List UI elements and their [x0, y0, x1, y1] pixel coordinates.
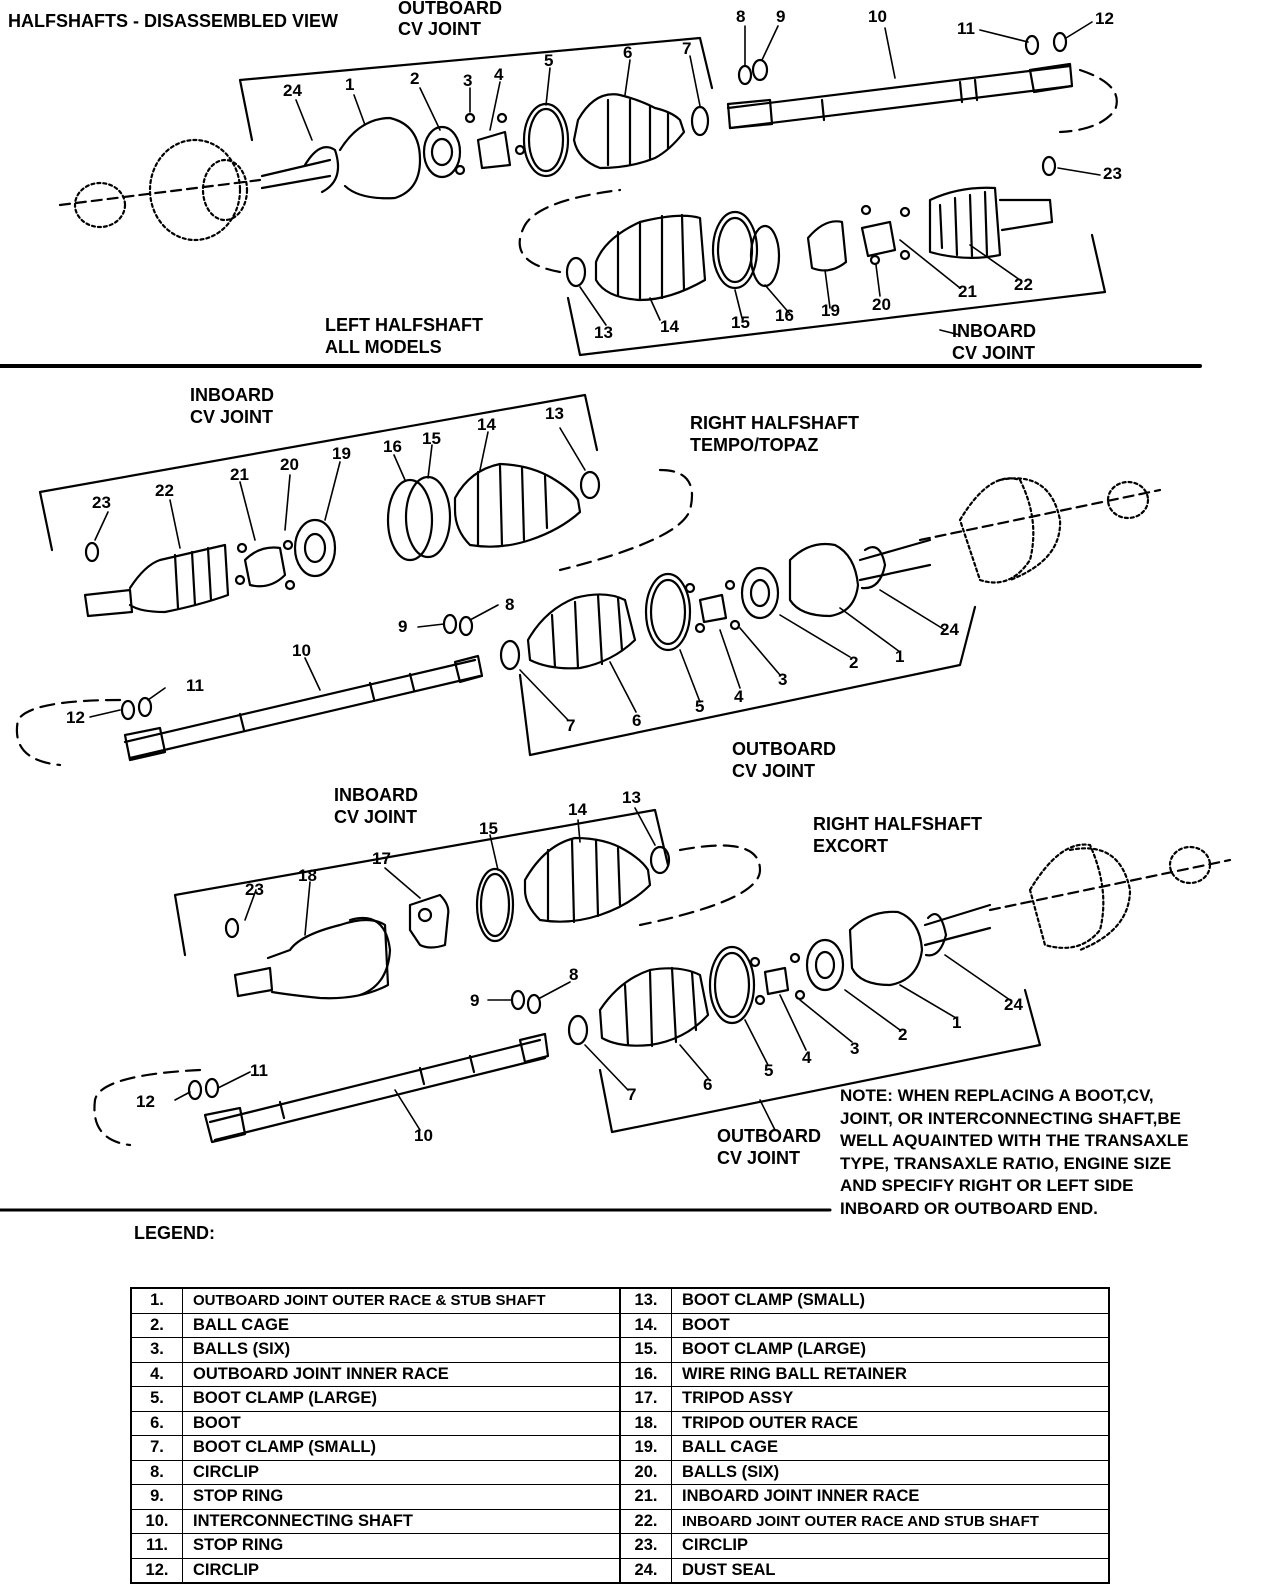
tempo-halfshaft-drawing — [17, 395, 1160, 765]
callout: 6 — [703, 1075, 713, 1094]
callout: 11 — [957, 19, 975, 38]
callout: 8 — [505, 595, 515, 614]
diagram-title: HALFSHAFTS - DISASSEMBLED VIEW — [8, 11, 339, 31]
legend-row — [132, 1436, 619, 1461]
legend-row — [621, 1485, 1108, 1510]
callout: 8 — [736, 7, 746, 26]
legend-text: CIRCLIP — [193, 1560, 259, 1579]
callout: 5 — [544, 51, 554, 70]
legend-text: BALLS (SIX) — [193, 1340, 291, 1359]
legend-row — [132, 1363, 619, 1388]
legend-text: STOP RING — [193, 1487, 284, 1506]
note-line: WELL AQUAINTED WITH THE TRANSAXLE — [840, 1131, 1189, 1150]
callout: 1 — [345, 75, 355, 94]
legend-row — [132, 1461, 619, 1486]
legend-number: 3. — [132, 1338, 183, 1362]
legend-text: WIRE RING BALL RETAINER — [682, 1364, 907, 1383]
callout: 11 — [186, 676, 204, 695]
callout: 12 — [136, 1092, 155, 1111]
legend-text: OUTBOARD JOINT OUTER RACE & STUB SHAFT — [193, 1292, 546, 1310]
escort-outboard-label-1: OUTBOARD — [717, 1126, 821, 1146]
callout: 5 — [764, 1061, 774, 1080]
legend-text: OUTBOARD JOINT INNER RACE — [193, 1364, 449, 1383]
callout: 16 — [775, 306, 794, 325]
callout: 15 — [422, 429, 441, 448]
callout: 14 — [477, 415, 496, 434]
callout: 14 — [568, 800, 587, 819]
legend-row — [621, 1461, 1108, 1486]
callout: 13 — [594, 323, 613, 342]
callout: 9 — [398, 617, 408, 636]
legend-number: 21. — [621, 1485, 672, 1509]
callout: 24 — [283, 81, 302, 100]
legend-row — [621, 1534, 1108, 1559]
legend-number: 11. — [132, 1534, 183, 1558]
legend-row — [621, 1412, 1108, 1437]
callout: 5 — [695, 697, 705, 716]
callout: 12 — [66, 708, 85, 727]
callout: 6 — [632, 711, 642, 730]
note-line: INBOARD OR OUTBOARD END. — [840, 1198, 1098, 1218]
escort-outboard-label-2: CV JOINT — [717, 1148, 801, 1168]
legend-number: 1. — [132, 1289, 183, 1313]
note-line: TYPE, TRANSAXLE RATIO, ENGINE SIZE — [840, 1153, 1172, 1173]
legend-number: 6. — [132, 1412, 183, 1436]
callout: 2 — [898, 1025, 908, 1044]
legend-text: CIRCLIP — [193, 1462, 259, 1481]
callout: 19 — [332, 444, 351, 463]
callout: 4 — [802, 1048, 812, 1067]
callout: 13 — [545, 404, 564, 423]
left-name-label-1: LEFT HALFSHAFT — [325, 315, 483, 335]
left-name-label-2: ALL MODELS — [325, 337, 442, 357]
legend-row — [621, 1314, 1108, 1339]
legend-row — [621, 1510, 1108, 1535]
callout: 15 — [731, 313, 750, 332]
legend-text: BOOT CLAMP (SMALL) — [682, 1291, 866, 1310]
callout: 8 — [569, 965, 579, 984]
legend-number: 17. — [621, 1387, 672, 1411]
callout: 3 — [850, 1039, 860, 1058]
legend-text: CIRCLIP — [682, 1536, 748, 1555]
legend-text: DUST SEAL — [682, 1560, 776, 1579]
tempo-outboard-label-1: OUTBOARD — [732, 739, 836, 759]
callout: 10 — [292, 641, 311, 660]
callout: 16 — [383, 437, 402, 456]
legend-number: 2. — [132, 1314, 183, 1338]
tempo-name-label-2: TEMPO/TOPAZ — [690, 435, 819, 455]
callout: 10 — [414, 1126, 433, 1145]
legend-number: 10. — [132, 1510, 183, 1534]
callout: 23 — [1103, 164, 1122, 183]
callout: 12 — [1095, 9, 1114, 28]
legend-row — [621, 1387, 1108, 1412]
callout: 7 — [682, 39, 692, 58]
note-line: AND SPECIFY RIGHT OR LEFT SIDE — [840, 1176, 1134, 1195]
legend-text: INBOARD JOINT INNER RACE — [682, 1487, 920, 1506]
callout: 4 — [734, 687, 744, 706]
callout: 23 — [245, 880, 264, 899]
escort-name-label-2: EXCORT — [813, 836, 889, 856]
note-block — [840, 1085, 1250, 1220]
callout: 4 — [494, 65, 504, 84]
callout: 6 — [623, 43, 633, 62]
callout: 1 — [952, 1013, 962, 1032]
legend-row — [621, 1559, 1108, 1583]
callout: 18 — [298, 866, 317, 885]
escort-inboard-label-2: CV JOINT — [334, 807, 418, 827]
escort-name-label-1: RIGHT HALFSHAFT — [813, 814, 982, 834]
legend-row — [132, 1314, 619, 1339]
legend-row — [132, 1289, 619, 1314]
legend-number: 8. — [132, 1461, 183, 1485]
legend-text: BALL CAGE — [193, 1315, 289, 1334]
tempo-name-label-1: RIGHT HALFSHAFT — [690, 413, 859, 433]
left-halfshaft-drawing — [60, 33, 1117, 355]
callout: 24 — [1004, 995, 1023, 1014]
callout: 11 — [250, 1061, 268, 1080]
legend-row — [621, 1436, 1108, 1461]
callout: 3 — [463, 71, 473, 90]
tempo-inboard-label-1: INBOARD — [190, 385, 274, 405]
tempo-outboard-label-2: CV JOINT — [732, 761, 816, 781]
legend-text: BOOT — [193, 1413, 241, 1432]
note-line: JOINT, OR INTERCONNECTING SHAFT,BE — [840, 1108, 1181, 1128]
left-inboard-label-1: INBOARD — [952, 321, 1036, 341]
legend-text: BOOT — [682, 1315, 730, 1334]
callout: 3 — [778, 670, 788, 689]
callout: 22 — [155, 481, 174, 500]
callout: 10 — [868, 7, 887, 26]
legend-text: BOOT CLAMP (LARGE) — [682, 1340, 866, 1359]
callout: 1 — [895, 647, 905, 666]
callout: 22 — [1014, 275, 1033, 294]
legend-row — [132, 1510, 619, 1535]
left-outboard-label-1: OUTBOARD — [398, 0, 502, 18]
legend-text: BALLS (SIX) — [682, 1462, 780, 1481]
legend-column-left — [132, 1289, 619, 1582]
callout: 23 — [92, 493, 111, 512]
legend-number: 19. — [621, 1436, 672, 1460]
legend-title: LEGEND: — [134, 1223, 215, 1243]
legend-number: 4. — [132, 1363, 183, 1387]
legend-row — [132, 1387, 619, 1412]
legend-row — [132, 1534, 619, 1559]
callout: 19 — [821, 301, 840, 320]
callout: 21 — [230, 465, 249, 484]
legend-text: TRIPOD ASSY — [682, 1389, 794, 1408]
legend-column-right — [619, 1289, 1108, 1582]
legend-number: 23. — [621, 1534, 672, 1558]
left-outboard-label-2: CV JOINT — [398, 19, 482, 39]
callout: 20 — [280, 455, 299, 474]
legend-row — [132, 1559, 619, 1583]
legend-row — [621, 1289, 1108, 1314]
callout: 9 — [776, 7, 786, 26]
legend-table — [130, 1287, 1110, 1584]
legend-number: 24. — [621, 1559, 672, 1583]
legend-row — [132, 1412, 619, 1437]
callout: 9 — [470, 991, 480, 1010]
callout: 21 — [958, 282, 977, 301]
callout: 7 — [566, 716, 576, 735]
legend-row — [621, 1338, 1108, 1363]
callout: 15 — [479, 819, 498, 838]
note-line: NOTE: WHEN REPLACING A BOOT,CV, — [840, 1086, 1154, 1105]
legend-text: INBOARD JOINT OUTER RACE AND STUB SHAFT — [682, 1512, 1039, 1530]
legend-number: 7. — [132, 1436, 183, 1460]
legend-number: 15. — [621, 1338, 672, 1362]
legend-row — [132, 1338, 619, 1363]
callout: 24 — [940, 620, 959, 639]
left-inboard-label-2: CV JOINT — [952, 343, 1036, 363]
callout: 2 — [849, 653, 859, 672]
legend-number: 12. — [132, 1559, 183, 1583]
callout: 14 — [660, 317, 679, 336]
legend-number: 14. — [621, 1314, 672, 1338]
tempo-inboard-label-2: CV JOINT — [190, 407, 274, 427]
legend-text: TRIPOD OUTER RACE — [682, 1413, 859, 1432]
legend-row — [132, 1485, 619, 1510]
legend-text: BOOT CLAMP (LARGE) — [193, 1389, 377, 1408]
callout: 13 — [622, 788, 641, 807]
legend-number: 13. — [621, 1289, 672, 1313]
callout: 7 — [627, 1085, 637, 1104]
legend-text: BOOT CLAMP (SMALL) — [193, 1438, 377, 1457]
legend-number: 18. — [621, 1412, 672, 1436]
legend-number: 16. — [621, 1363, 672, 1387]
callout: 2 — [410, 69, 420, 88]
callout: 17 — [372, 849, 391, 868]
legend-number: 5. — [132, 1387, 183, 1411]
legend-number: 20. — [621, 1461, 672, 1485]
legend-text: STOP RING — [193, 1536, 284, 1555]
legend-number: 22. — [621, 1510, 672, 1534]
legend-row — [621, 1363, 1108, 1388]
callout: 20 — [872, 295, 891, 314]
legend-text: BALL CAGE — [682, 1438, 778, 1457]
legend-text: INTERCONNECTING SHAFT — [193, 1511, 413, 1530]
legend-number: 9. — [132, 1485, 183, 1509]
escort-inboard-label-1: INBOARD — [334, 785, 418, 805]
